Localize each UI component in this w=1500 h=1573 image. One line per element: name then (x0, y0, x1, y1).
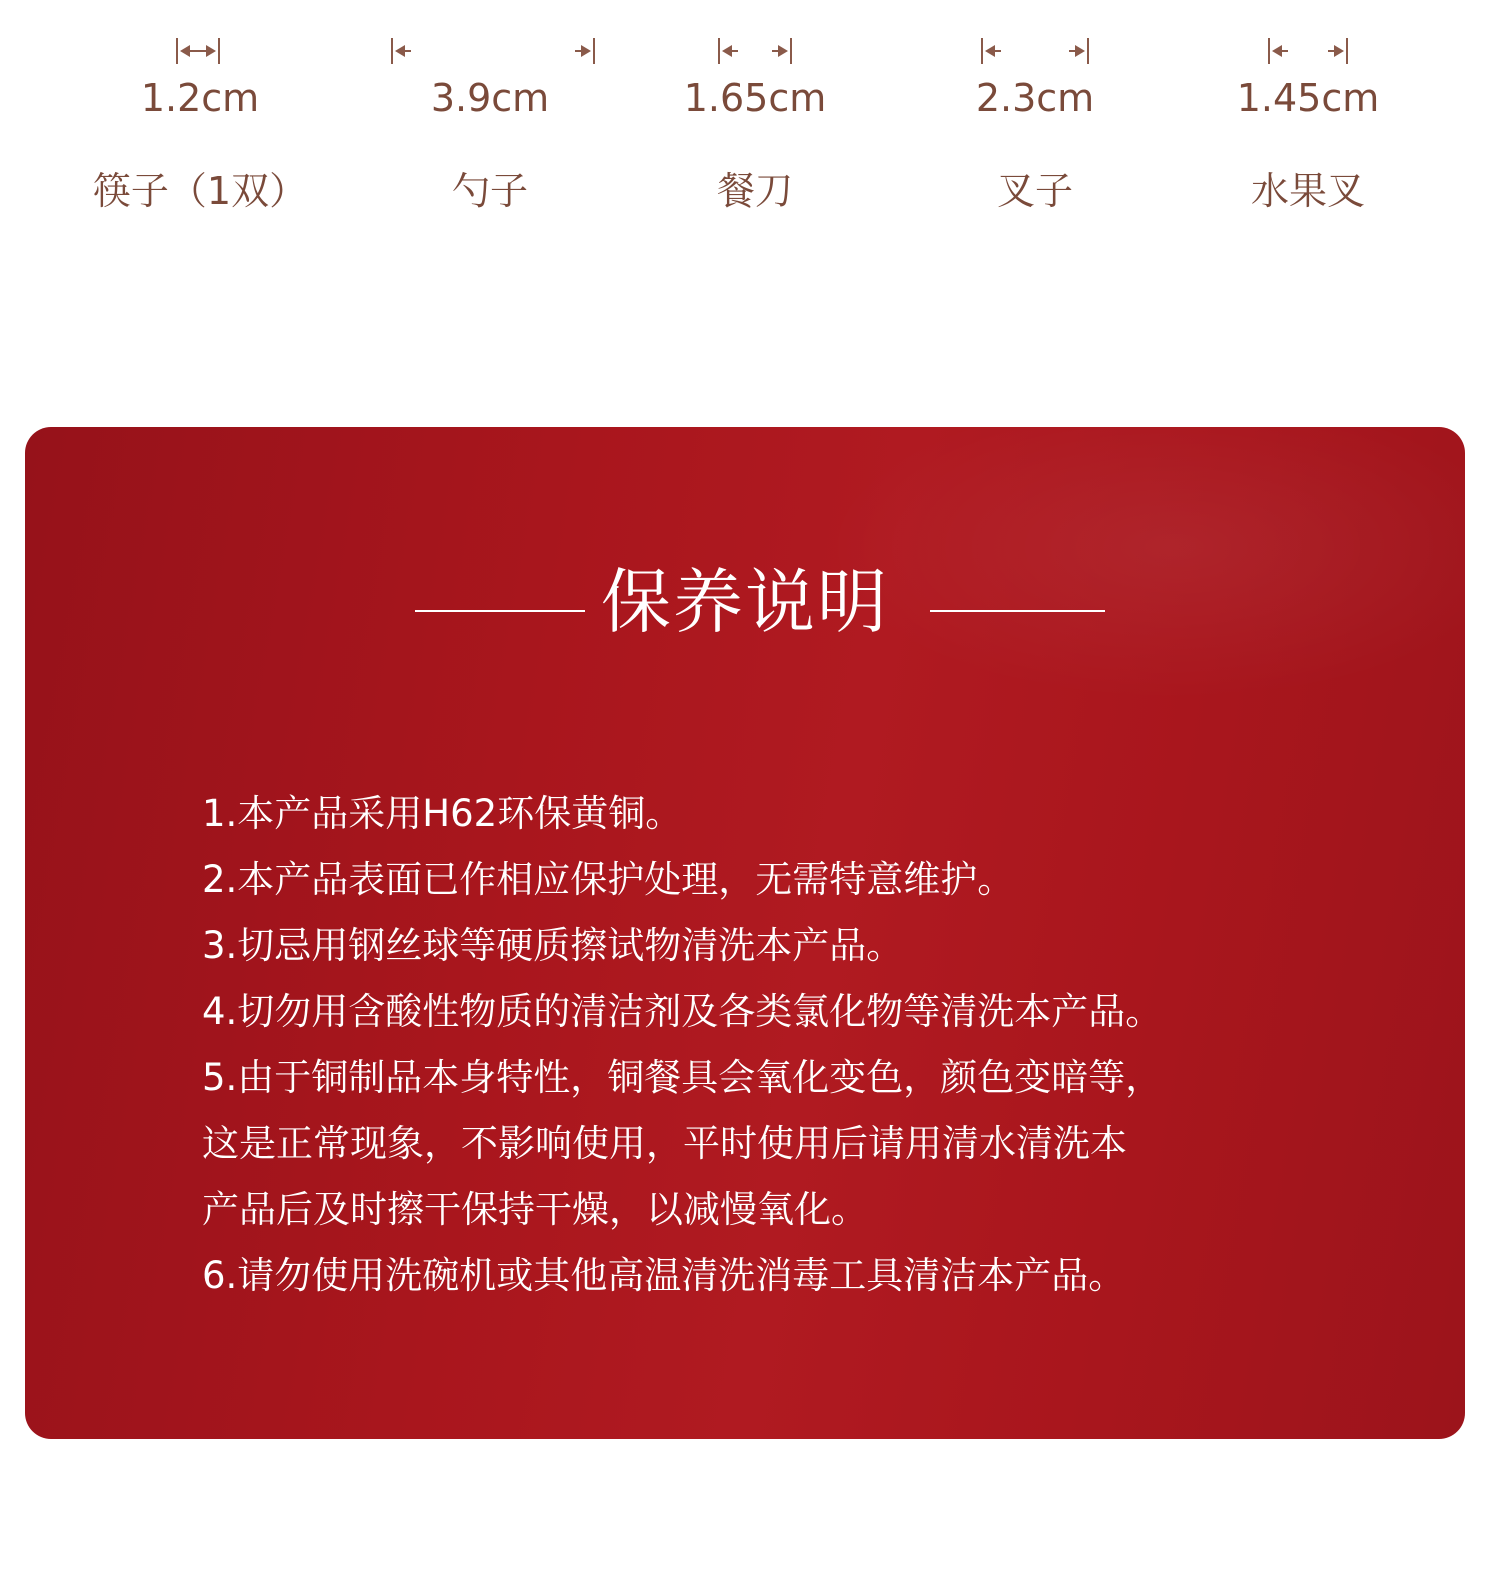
dimension-label: 勺子 (451, 169, 529, 213)
care-instructions-card (25, 427, 1465, 1439)
care-item: 产品后及时擦干保持干燥，以减慢氧化。 (202, 1188, 868, 1231)
care-item: 4.切勿用含酸性物质的清洁剂及各类氯化物等清洗本产品。 (202, 990, 1163, 1033)
dimension-label: 叉子 (996, 169, 1074, 213)
dimension-label: 水果叉 (1250, 169, 1366, 213)
dimension-value: 2.3cm (975, 76, 1095, 120)
care-title: 保养说明 (601, 561, 889, 643)
care-item: 1.本产品采用H62环保黄铜。 (202, 792, 683, 835)
care-list (202, 781, 1352, 1309)
dimension-label: 餐刀 (716, 169, 794, 213)
dimension-value: 1.2cm (140, 76, 260, 120)
dimension-fruit-fork (1178, 0, 1438, 240)
measure-arrow-icon (981, 36, 1089, 66)
care-item: 5.由于铜制品本身特性，铜餐具会氧化变色，颜色变暗等， (202, 1056, 1163, 1099)
dimension-label: 筷子（1双） (92, 169, 308, 213)
care-item: 这是正常现象，不影响使用，平时使用后请用清水清洗本 (202, 1122, 1127, 1165)
measure-arrow-icon (391, 36, 595, 66)
title-divider-right (930, 610, 1105, 612)
dimension-knife (625, 0, 885, 240)
measure-arrow-icon (176, 36, 220, 66)
care-item: 2.本产品表面已作相应保护处理，无需特意维护。 (202, 858, 1015, 901)
measure-arrow-icon (1268, 36, 1348, 66)
dimension-row (0, 0, 1500, 260)
dimension-spoon (360, 0, 620, 240)
dimension-chopsticks (70, 0, 330, 240)
care-item: 3.切忌用钢丝球等硬质擦试物清洗本产品。 (202, 924, 904, 967)
care-item: 6.请勿使用洗碗机或其他高温清洗消毒工具清洁本产品。 (202, 1254, 1126, 1297)
dimension-value: 1.65cm (683, 76, 827, 120)
dimension-value: 1.45cm (1236, 76, 1380, 120)
dimension-fork (905, 0, 1165, 240)
dimension-value: 3.9cm (430, 76, 550, 120)
measure-arrow-icon (718, 36, 792, 66)
